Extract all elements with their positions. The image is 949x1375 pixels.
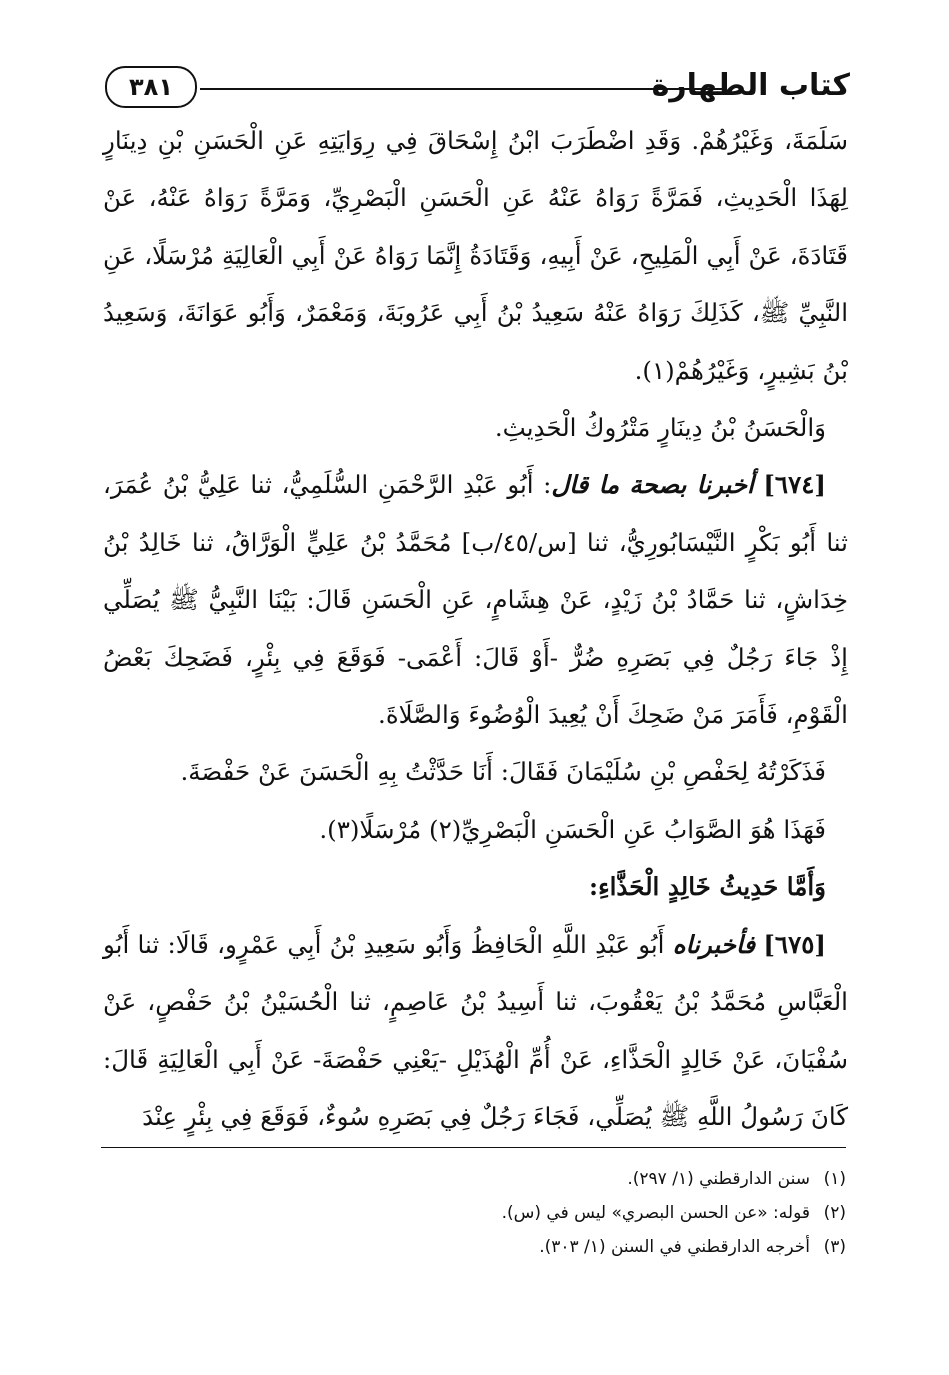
header-rule [200, 88, 722, 90]
paragraph-1: سَلَمَةَ، وَغَيْرُهُمْ. وَقَدِ اضْطَرَبَ ابْنُ إِسْحَاقَ فِي رِوَايَتِهِ عَنِ الْحَسَنِ بْنِ دِينَارٍ لِهَذَا الْحَدِيثِ، فَمَرَّةً رَوَاهُ عَنْهُ عَنِ الْحَسَنِ الْبَصْرِيِّ، وَمَرَّةً رَوَاهُ عَنْهُ، عَنْ قَتَادَةَ، عَنْ أَبِي الْمَلِيحِ، عَنْ أَبِيهِ، وَقَتَادَةُ إِنَّمَا رَوَاهُ عَنْ أَبِي الْعَالِيَةِ مُرْسَلًا، عَنِ النَّبِيِّ ﷺ، كَذَلِكَ رَوَاهُ عَنْهُ سَعِيدُ بْنُ أَبِي عَرُوبَةَ، وَمَعْمَرٌ، وَأَبُو عَوَانَةَ، وَسَعِيدُ بْنُ بَشِيرٍ، وَغَيْرُهُمْ(١). [103, 126, 848, 385]
page-number: ٣٨١ [105, 66, 197, 108]
footnote-2 [101, 1196, 846, 1230]
hadith-number-675: [٦٧٥] [763, 929, 826, 959]
paragraph-675 [103, 916, 848, 1146]
footnote-number: (٢) [823, 1203, 846, 1223]
hadith-lead-675: فأخبرناه [672, 929, 756, 959]
footnote-text: قوله: «عن الحسن البصري» ليس في (س). [501, 1203, 810, 1223]
footnote-number: (١) [823, 1169, 846, 1189]
paragraph-4: فَذَكَرْتُهُ لِحَفْصِ بْنِ سُلَيْمَانَ فَقَالَ: أَنَا حَدَّثْتُ بِهِ الْحَسَنَ عَنْ حَفْصَةَ. [180, 757, 826, 787]
main-text [103, 112, 848, 1145]
footnote-rule [101, 1147, 846, 1148]
paragraph-5: فَهَذَا هُوَ الصَّوَابُ عَنِ الْحَسَنِ الْبَصْرِيِّ(٢) مُرْسَلًا(٣). [319, 814, 826, 844]
hadith-text-674: : أَبُو عَبْدِ الرَّحْمَنِ السُّلَمِيُّ، ثنا عَلِيُّ بْنُ عُمَرَ، ثنا أَبُو بَكْرٍ النَّيْسَابُورِيُّ، ثنا [س/٤٥/ب] مُحَمَّدُ بْنُ عَلِيٍّ الْوَرَّاقُ، ثنا خَالِدُ بْنُ خِدَاشٍ، ثنا حَمَّادُ بْنُ زَيْدٍ، عَنْ هِشَامٍ، عَنِ الْحَسَنِ قَالَ: بَيْنَا النَّبِيُّ ﷺ يُصَلِّي إِذْ جَاءَ رَجُلٌ فِي بَصَرِهِ ضُرٌّ -أَوْ قَالَ: أَعْمَى- فَوَقَعَ فِي بِئْرٍ، فَضَحِكَ بَعْضُ الْقَوْمِ، فَأَمَرَ مَنْ ضَحِكَ أَنْ يُعِيدَ الْوُضُوءَ وَالصَّلَاةَ. [103, 470, 848, 730]
footnote-text: سنن الدارقطني (١/ ٢٩٧). [627, 1169, 810, 1189]
footnotes [101, 1162, 846, 1264]
footnote-1 [101, 1162, 846, 1196]
paragraph-2: وَالْحَسَنُ بْنُ دِينَارٍ مَتْرُوكُ الْحَدِيثِ. [494, 413, 826, 443]
page-header [105, 62, 850, 112]
hadith-number-674: [٦٧٤] [763, 470, 826, 500]
hadith-lead-674: أخبرنا بصحة ما قال [551, 470, 754, 500]
hadith-text-675: أَبُو عَبْدِ اللَّهِ الْحَافِظُ وَأَبُو سَعِيدِ بْنُ أَبِي عَمْرٍو، قَالَا: ثنا أَبُو الْعَبَّاسِ مُحَمَّدُ بْنُ يَعْقُوبَ، ثنا أَسِيدُ بْنُ عَاصِمٍ، ثنا الْحُسَيْنُ بْنُ حَفْصٍ، عَنْ سُفْيَانَ، عَنْ خَالِدٍ الْحَذَّاءِ، عَنْ أُمِّ الْهُذَيْلِ -يَعْنِي حَفْصَةَ- عَنْ أَبِي الْعَالِيَةِ قَالَ: كَانَ رَسُولُ اللَّهِ ﷺ يُصَلِّي، فَجَاءَ رَجُلٌ فِي بَصَرِهِ سُوءٌ، فَوَقَعَ فِي بِئْرٍ عِنْدَ [103, 929, 848, 1131]
book-title: كتاب الطهارة [651, 68, 850, 103]
paragraph-674 [103, 456, 848, 743]
footnote-text: أخرجه الدارقطني في السنن (١/ ٣٠٣). [539, 1237, 810, 1257]
section-heading: وَأَمَّا حَدِيثُ خَالِدٍ الْحَذَّاءِ: [589, 872, 826, 902]
footnote-number: (٣) [823, 1237, 846, 1257]
footnote-3 [101, 1230, 846, 1264]
